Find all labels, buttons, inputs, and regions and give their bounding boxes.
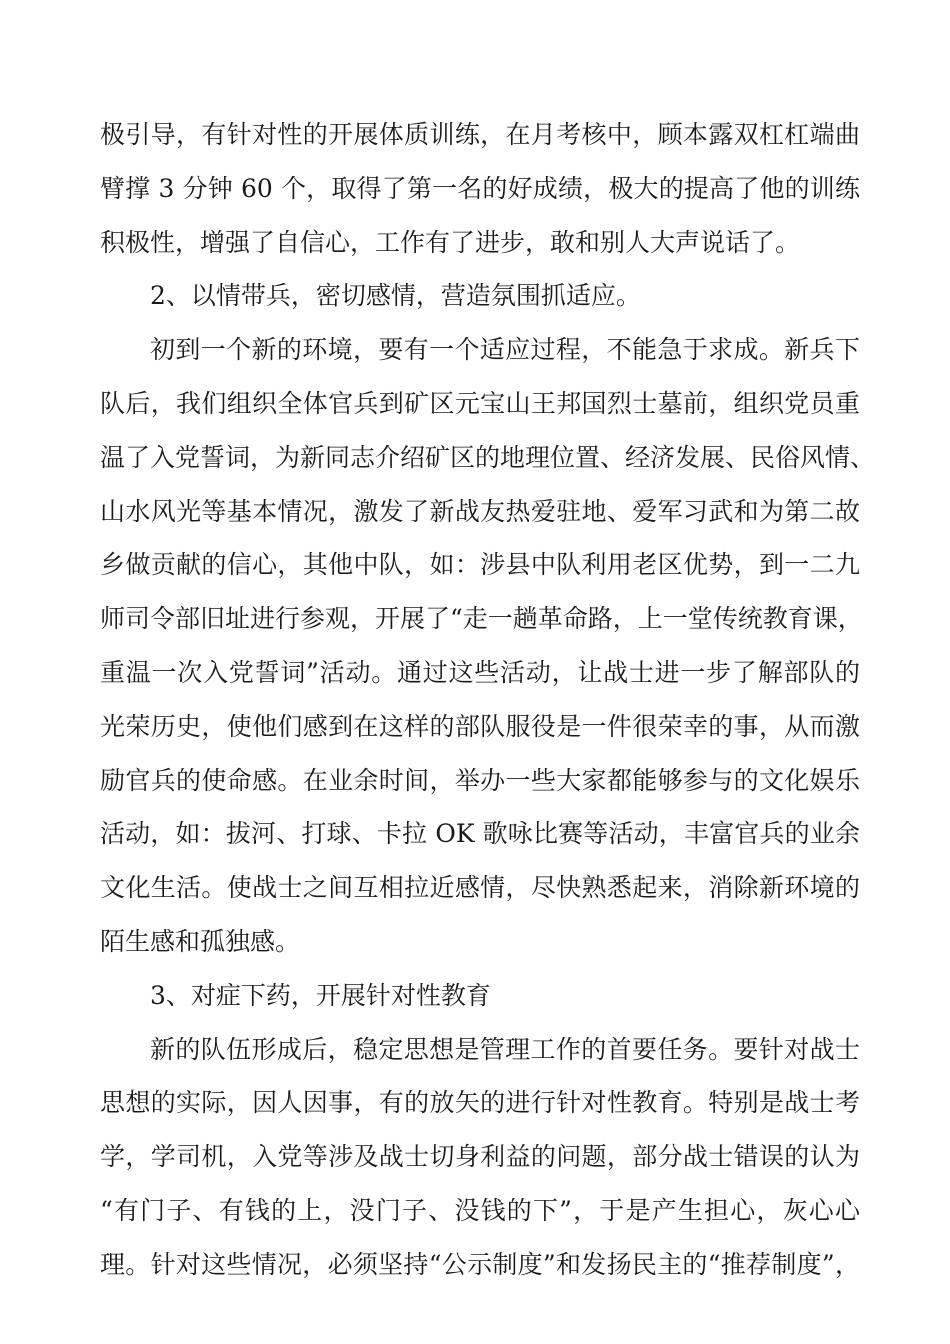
text-line: 初到一个新的环境，要有一个适应过程，不能急于求成。新兵下 — [150, 335, 860, 365]
text-line: 光荣历史，使他们感到在这样的部队服役是一件很荣幸的事，从而激 — [100, 711, 860, 741]
text-line: 重温一次入党誓词”活动。通过这些活动，让战士进一步了解部队的 — [100, 657, 860, 687]
text-line: 新的队伍形成后，稳定思想是管理工作的首要任务。要针对战士 — [150, 1034, 860, 1064]
section-heading: 3、对症下药，开展针对性教育 — [150, 980, 491, 1010]
text-line: 乡做贡献的信心，其他中队，如：涉县中队利用老区优势，到一二九 — [100, 550, 860, 580]
text-line: 积极性，增强了自信心，工作有了进步，敢和别人大声说话了。 — [100, 227, 801, 257]
body-text — [100, 108, 876, 1292]
section-heading: 2、以情带兵，密切感情，营造氛围抓适应。 — [150, 281, 641, 311]
text-line: 活动，如：拔河、打球、卡拉 OK 歌咏比赛等活动，丰富官兵的业余 — [100, 819, 860, 849]
text-line: 思想的实际，因人因事，有的放矢的进行针对性教育。特别是战士考 — [100, 1088, 860, 1118]
text-line: “有门子、有钱的上，没门子、没钱的下”，于是产生担心，灰心心 — [100, 1195, 860, 1225]
text-line: 队后，我们组织全体官兵到矿区元宝山王邦国烈士墓前，组织党员重 — [100, 388, 860, 418]
text-line: 励官兵的使命感。在业余时间，举办一些大家都能够参与的文化娱乐 — [100, 765, 860, 795]
text-line: 师司令部旧址进行参观，开展了“走一趟革命路，上一堂传统教育课， — [100, 604, 863, 634]
text-line: 臂撑 3 分钟 60 个，取得了第一名的好成绩，极大的提高了他的训练 — [100, 173, 860, 203]
text-line: 陌生感和孤独感。 — [100, 926, 301, 956]
text-line: 温了入党誓词，为新同志介绍矿区的地理位置、经济发展、民俗风情、 — [100, 442, 876, 472]
text-line: 极引导，有针对性的开展体质训练，在月考核中，顾本露双杠杠端曲 — [100, 120, 860, 149]
text-line: 理。针对这些情况，必须坚持“公示制度”和发扬民主的“推荐制度”， — [100, 1249, 860, 1279]
text-line: 文化生活。使战士之间互相拉近感情，尽快熟悉起来，消除新环境的 — [100, 873, 860, 903]
text-line: 山水风光等基本情况，激发了新战友热爱驻地、爱军习武和为第二故 — [100, 496, 860, 526]
text-line: 学，学司机，入党等涉及战士切身利益的问题，部分战士错误的认为 — [100, 1142, 860, 1172]
